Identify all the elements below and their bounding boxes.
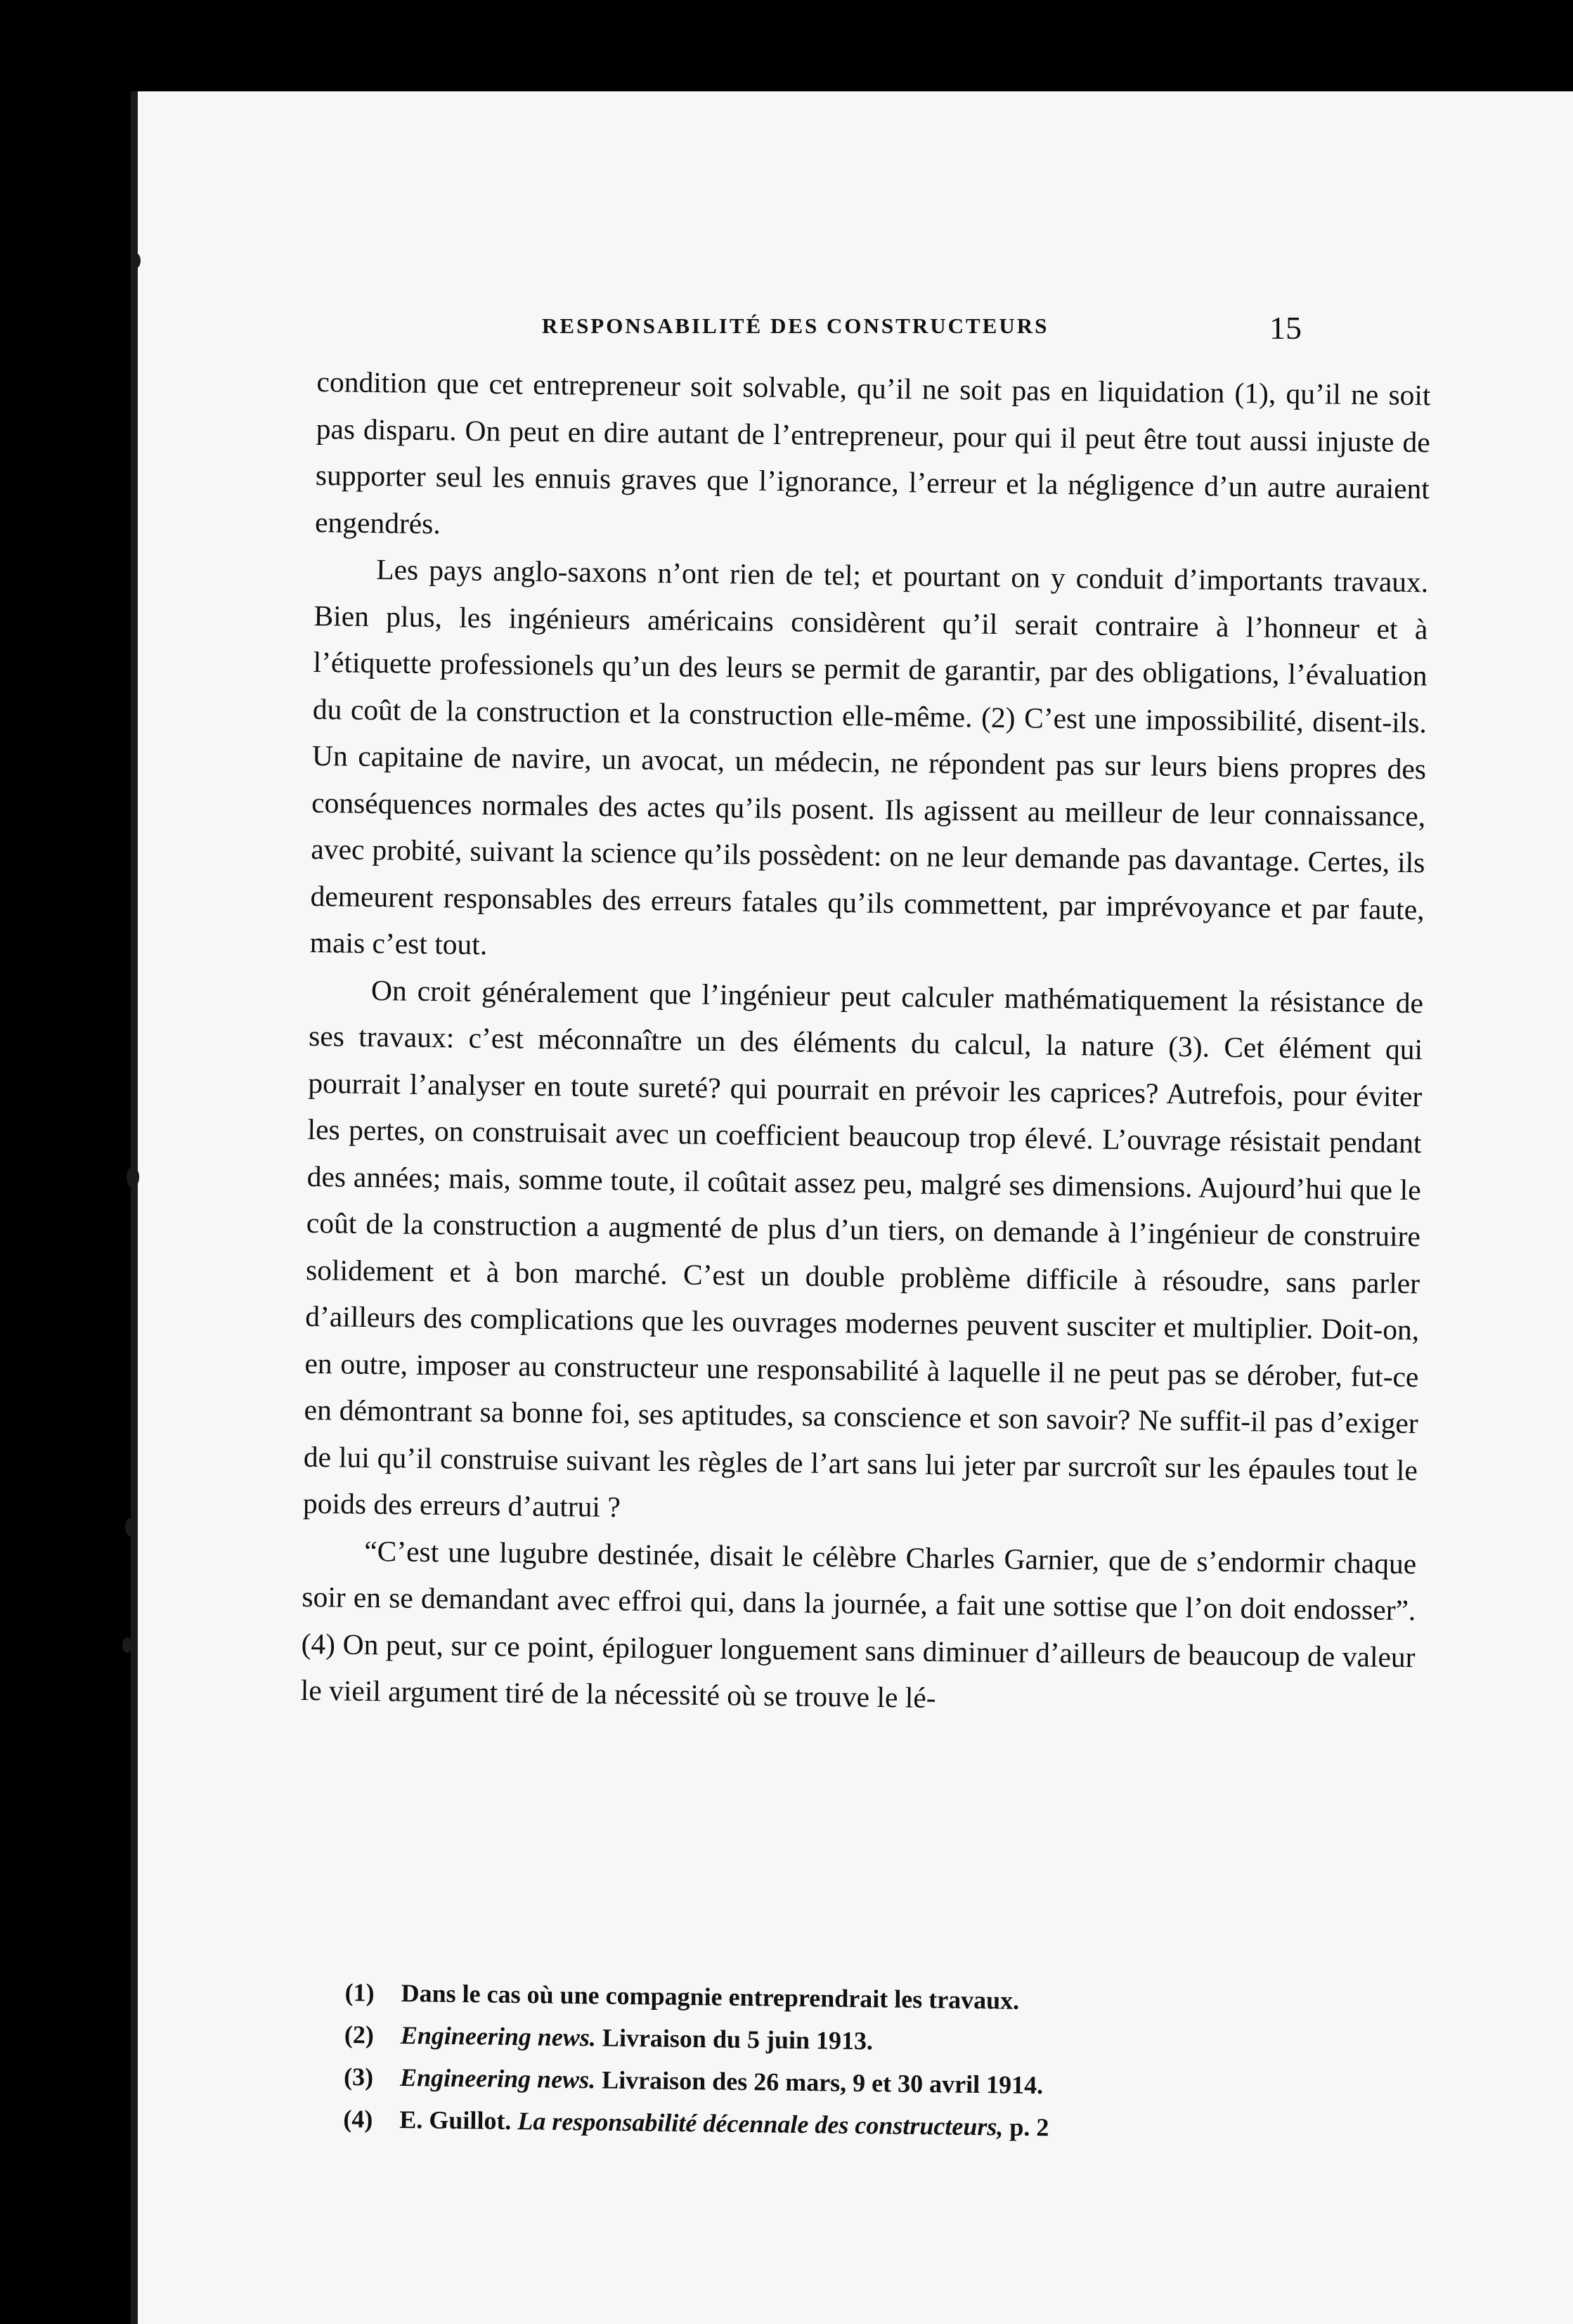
running-title: RESPONSABILITÉ DES CONSTRUCTEURS: [542, 313, 1049, 338]
footnote-mark: (3): [343, 2062, 374, 2091]
margin-speck: [122, 1637, 132, 1653]
footnote-mark: (4): [343, 2104, 373, 2134]
footnote-text: Livraison du 5 juin 1913.: [595, 2023, 874, 2056]
margin-speck: [125, 1518, 136, 1536]
footnote-source-title: Engineering news.: [400, 2020, 597, 2052]
footnote-source-title: Engineering news.: [399, 2063, 596, 2094]
footnote-text: Dans le cas où une compagnie entreprendrait les travaux.: [401, 1978, 1020, 2015]
margin-speck: [131, 253, 141, 268]
paragraph-4: “C’est une lugubre destinée, disait le célèbre Charles Garnier, que de s’endormir chaque soir en se demandant avec effroi qui, dans la journée, a fait une sottise que l’on doit endosser”. (4) On peut, sur ce point, épiloguer longuement sans diminuer d’ailleurs de beaucoup de valeur le vieil argument tiré de la nécessité où se trouve le lé-: [300, 1534, 1417, 1714]
page-number: 15: [1269, 310, 1302, 346]
footnote-source-title: La responsabilité décennale des constructeurs,: [517, 2107, 1004, 2141]
scanned-page: [131, 91, 1573, 2324]
page-binding-edge: [131, 91, 138, 2324]
running-head: [131, 309, 1466, 351]
footnote-mark: (2): [344, 2020, 375, 2049]
paragraph-3: On croit généralement que l’ingénieur peut calculer mathématiquement la résistance de ses travaux: c’est méconnaître un des éléments du calcul, la nature (3). Cet élément qui pourrait l’analyser en toute sureté? qui pourrait en prévoir les caprices? Autrefois, pour éviter les pertes, on construisait avec un coefficient beaucoup trop élevé. L’ouvrage résistait pendant des années; mais, somme toute, il coûtait assez peu, malgré ses dimensions. Aujourd’hui que le coût de la construction a augmenté de plus d’un tiers, on demande à l’ingénieur de construire solidement et à bon marché. C’est un double problème difficile à résoudre, sans parler d’ailleurs des complications que les ouvrages modernes peuvent susciter et multiplier. Doit-on, en outre, imposer au constructeur une responsabilité à laquelle il ne peut pas se dérober, fut-ce en démontrant sa bonne foi, ses aptitudes, sa conscience et son savoir? Ne suffit-il pas d’exiger de lui qu’il construise suivant les règles de l’art sans lui jeter par surcroît sur les épaules tout le poids des erreurs d’autrui ?: [302, 973, 1424, 1524]
footnote-text: p. 2: [1003, 2112, 1049, 2142]
paragraph-1: condition que cet entrepreneur soit solvable, qu’il ne soit pas en liquidation (1), qu’il ne soit pas disparu. On peut en dire autant de l’entrepreneur, pour qui il peut être tout aussi injuste de supporter seul les ennuis graves que l’ignorance, l’erreur et la négligence d’un autre auraient engendrés.: [314, 365, 1431, 540]
footnote-mark: (1): [344, 1978, 375, 2007]
paragraph-2: Les pays anglo-saxons n’ont rien de tel; et pourtant on y conduit d’importants travaux. Bien plus, les ingénieurs américains considèrent qu’il serait contraire à l’honneur et à l’étiquette professionels qu’un des leurs se permit de garantir, par des obligations, l’évaluation du coût de la construction et la construction elle-même. (2) C’est une impossibilité, disent-ils. Un capitaine de navire, un avocat, un médecin, ne répondent pas sur leurs biens propres des conséquences normales des actes qu’ils posent. Ils agissent au meilleur de leur connaissance, avec probité, suivant la science qu’ils possèdent: on ne leur demande pas davantage. Certes, ils demeurent responsables des erreurs fatales qu’ils commettent, par imprévoyance et par faute, mais c’est tout.: [309, 553, 1429, 961]
body-text: [300, 358, 1430, 1727]
footnote-author: E. Guillot.: [399, 2105, 518, 2136]
margin-speck: [127, 1167, 139, 1188]
footnote-text: Livraison des 26 mars, 9 et 30 avril 1914.: [595, 2065, 1044, 2100]
footnotes: [343, 1971, 1435, 2153]
